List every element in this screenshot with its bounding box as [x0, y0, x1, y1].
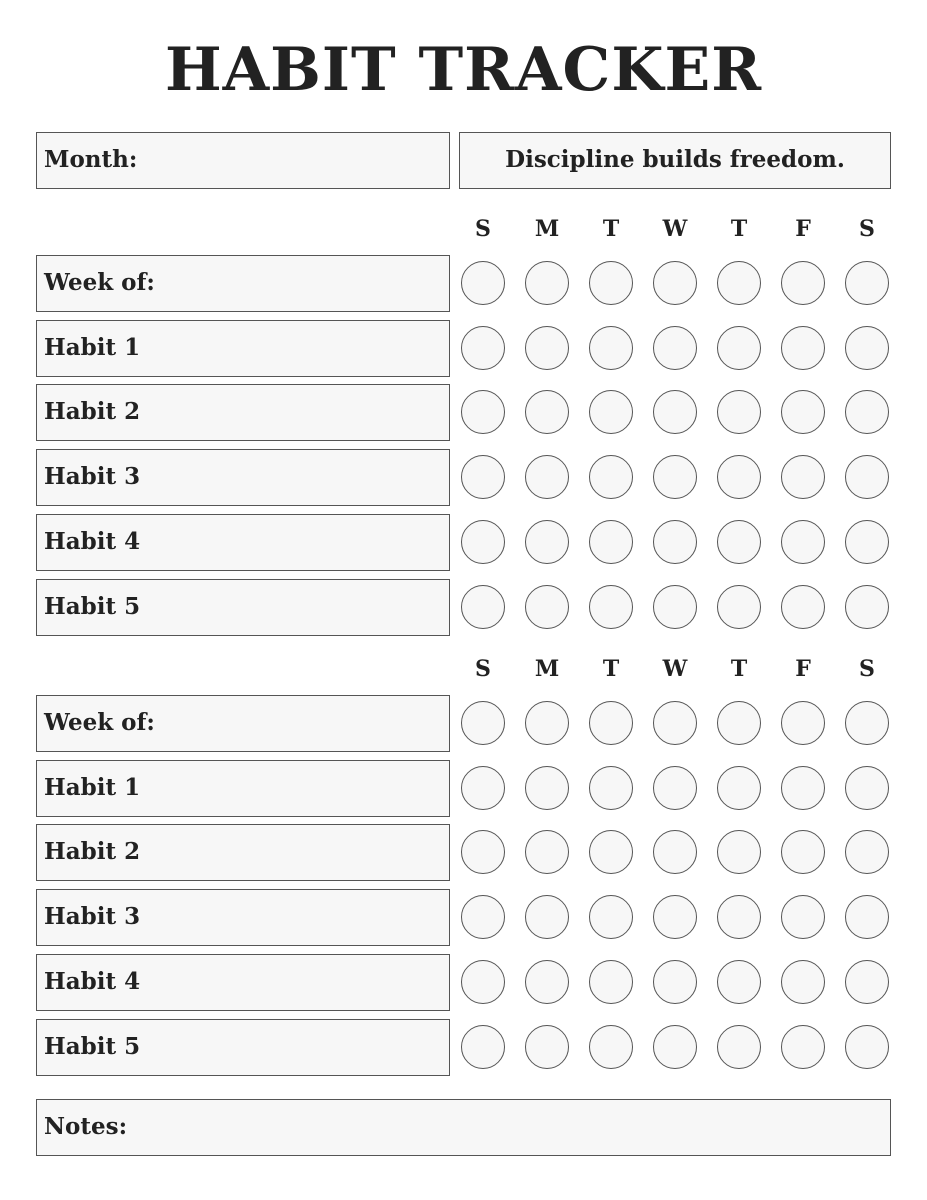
checkbox-circle-6[interactable]: [845, 830, 889, 874]
day-header-0: S: [475, 216, 491, 242]
habit-field-2-label: Habit 2: [44, 838, 141, 866]
checkbox-circle-1[interactable]: [525, 520, 569, 564]
checkbox-circle-6[interactable]: [845, 960, 889, 1004]
week-of-field-label: Week of:: [44, 269, 155, 296]
checkbox-circle-6[interactable]: [845, 895, 889, 939]
checkbox-circle-3[interactable]: [653, 701, 697, 745]
checkbox-circle-4[interactable]: [717, 830, 761, 874]
checkbox-circle-1[interactable]: [525, 326, 569, 370]
day-header-4: T: [730, 656, 748, 682]
checkbox-circle-0[interactable]: [461, 261, 505, 305]
checkbox-circle-0[interactable]: [461, 895, 505, 939]
habit-field-3-label: Habit 3: [44, 903, 141, 931]
habit-field-4[interactable]: [36, 514, 450, 571]
checkbox-circle-4[interactable]: [717, 1025, 761, 1069]
checkbox-circle-6[interactable]: [845, 326, 889, 370]
checkbox-circle-4[interactable]: [717, 960, 761, 1004]
checkbox-circle-2[interactable]: [589, 326, 633, 370]
week-of-field-label: Week of:: [44, 709, 155, 736]
checkbox-circle-0[interactable]: [461, 766, 505, 810]
checkbox-circle-6[interactable]: [845, 520, 889, 564]
checkbox-circle-2[interactable]: [589, 1025, 633, 1069]
checkbox-circle-5[interactable]: [781, 701, 825, 745]
habit-field-1-label: Habit 1: [44, 773, 141, 801]
checkbox-circle-6[interactable]: [845, 766, 889, 810]
habit-field-1[interactable]: [36, 320, 450, 377]
habit-field-1[interactable]: [36, 760, 450, 817]
checkbox-circle-5[interactable]: [781, 585, 825, 629]
checkbox-circle-1[interactable]: [525, 1025, 569, 1069]
checkbox-circle-2[interactable]: [589, 701, 633, 745]
day-header-6: S: [859, 216, 875, 242]
day-header-3: W: [662, 216, 688, 242]
habit-field-2-label: Habit 2: [44, 398, 141, 426]
checkbox-circle-1[interactable]: [525, 830, 569, 874]
checkbox-circle-3[interactable]: [653, 455, 697, 499]
checkbox-circle-2[interactable]: [589, 261, 633, 305]
month-label: Month:: [44, 146, 138, 173]
checkbox-circle-6[interactable]: [845, 1025, 889, 1069]
day-header-5: F: [795, 656, 811, 682]
checkbox-circle-0[interactable]: [461, 1025, 505, 1069]
habit-field-3-label: Habit 3: [44, 463, 141, 491]
checkbox-circle-0[interactable]: [461, 830, 505, 874]
habit-field-3[interactable]: [36, 889, 450, 946]
checkbox-circle-5[interactable]: [781, 1025, 825, 1069]
checkbox-circle-5[interactable]: [781, 895, 825, 939]
checkbox-circle-6[interactable]: [845, 390, 889, 434]
checkbox-circle-2[interactable]: [589, 960, 633, 1004]
week-of-field[interactable]: [36, 255, 450, 312]
checkbox-circle-3[interactable]: [653, 326, 697, 370]
habit-field-5[interactable]: [36, 1019, 450, 1076]
checkbox-circle-5[interactable]: [781, 455, 825, 499]
habit-field-5-label: Habit 5: [44, 592, 141, 620]
checkbox-circle-5[interactable]: [781, 390, 825, 434]
checkbox-circle-4[interactable]: [717, 895, 761, 939]
checkbox-circle-6[interactable]: [845, 701, 889, 745]
checkbox-circle-5[interactable]: [781, 261, 825, 305]
checkbox-circle-1[interactable]: [525, 766, 569, 810]
day-header-1: M: [534, 656, 560, 682]
checkbox-circle-3[interactable]: [653, 1025, 697, 1069]
checkbox-circle-4[interactable]: [717, 701, 761, 745]
checkbox-circle-5[interactable]: [781, 766, 825, 810]
habit-field-2[interactable]: [36, 824, 450, 881]
checkbox-circle-0[interactable]: [461, 701, 505, 745]
checkbox-circle-1[interactable]: [525, 895, 569, 939]
habit-field-2[interactable]: [36, 384, 450, 441]
checkbox-circle-2[interactable]: [589, 895, 633, 939]
checkbox-circle-2[interactable]: [589, 766, 633, 810]
quote-text: Discipline builds freedom.: [505, 146, 845, 173]
habit-field-4[interactable]: [36, 954, 450, 1011]
day-header-6: S: [859, 656, 875, 682]
checkbox-circle-6[interactable]: [845, 585, 889, 629]
checkbox-circle-5[interactable]: [781, 960, 825, 1004]
day-header-2: T: [602, 216, 620, 242]
checkbox-circle-3[interactable]: [653, 585, 697, 629]
day-header-3: W: [662, 656, 688, 682]
habit-field-5-label: Habit 5: [44, 1032, 141, 1060]
checkbox-circle-0[interactable]: [461, 520, 505, 564]
page-title: HABIT TRACKER: [164, 35, 763, 105]
checkbox-circle-3[interactable]: [653, 830, 697, 874]
checkbox-circle-3[interactable]: [653, 766, 697, 810]
checkbox-circle-2[interactable]: [589, 390, 633, 434]
checkbox-circle-3[interactable]: [653, 390, 697, 434]
day-header-4: T: [730, 216, 748, 242]
day-header-0: S: [475, 656, 491, 682]
day-header-1: M: [534, 216, 560, 242]
checkbox-circle-4[interactable]: [717, 520, 761, 564]
checkbox-circle-0[interactable]: [461, 585, 505, 629]
checkbox-circle-3[interactable]: [653, 520, 697, 564]
day-header-5: F: [795, 216, 811, 242]
checkbox-circle-1[interactable]: [525, 960, 569, 1004]
habit-field-1-label: Habit 1: [44, 333, 141, 361]
checkbox-circle-4[interactable]: [717, 585, 761, 629]
checkbox-circle-0[interactable]: [461, 390, 505, 434]
quote-box: [459, 132, 891, 189]
habit-field-4-label: Habit 4: [44, 967, 141, 995]
checkbox-circle-5[interactable]: [781, 830, 825, 874]
checkbox-circle-3[interactable]: [653, 895, 697, 939]
checkbox-circle-0[interactable]: [461, 960, 505, 1004]
habit-field-4-label: Habit 4: [44, 527, 141, 555]
checkbox-circle-5[interactable]: [781, 326, 825, 370]
checkbox-circle-1[interactable]: [525, 390, 569, 434]
checkbox-circle-6[interactable]: [845, 455, 889, 499]
checkbox-circle-1[interactable]: [525, 261, 569, 305]
checkbox-circle-3[interactable]: [653, 960, 697, 1004]
checkbox-circle-4[interactable]: [717, 261, 761, 305]
checkbox-circle-2[interactable]: [589, 585, 633, 629]
checkbox-circle-1[interactable]: [525, 701, 569, 745]
day-header-2: T: [602, 656, 620, 682]
month-field[interactable]: [36, 132, 450, 189]
checkbox-circle-4[interactable]: [717, 455, 761, 499]
checkbox-circle-1[interactable]: [525, 585, 569, 629]
checkbox-circle-4[interactable]: [717, 326, 761, 370]
checkbox-circle-2[interactable]: [589, 455, 633, 499]
habit-field-3[interactable]: [36, 449, 450, 506]
checkbox-circle-5[interactable]: [781, 520, 825, 564]
week-of-field[interactable]: [36, 695, 450, 752]
checkbox-circle-4[interactable]: [717, 390, 761, 434]
notes-label: Notes:: [44, 1113, 128, 1140]
checkbox-circle-0[interactable]: [461, 455, 505, 499]
notes-field[interactable]: [36, 1099, 891, 1156]
checkbox-circle-0[interactable]: [461, 326, 505, 370]
checkbox-circle-3[interactable]: [653, 261, 697, 305]
checkbox-circle-2[interactable]: [589, 830, 633, 874]
checkbox-circle-6[interactable]: [845, 261, 889, 305]
checkbox-circle-2[interactable]: [589, 520, 633, 564]
habit-field-5[interactable]: [36, 579, 450, 636]
checkbox-circle-4[interactable]: [717, 766, 761, 810]
checkbox-circle-1[interactable]: [525, 455, 569, 499]
